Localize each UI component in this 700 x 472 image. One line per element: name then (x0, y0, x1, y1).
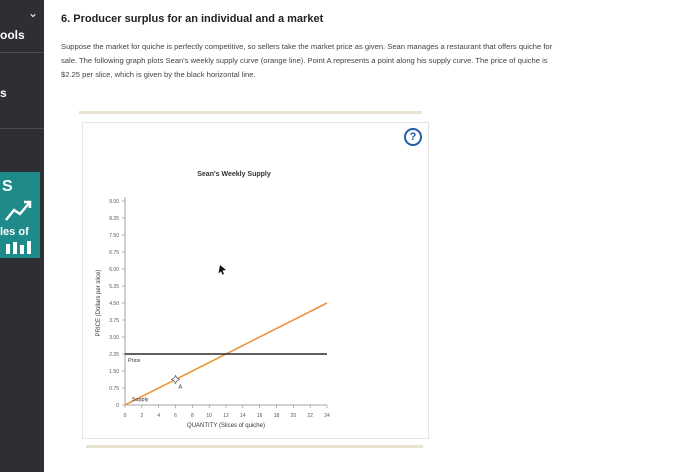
y-axis-label: PRICE (Dollars per slice) (96, 269, 102, 337)
y-tick-label: 8.25 (109, 216, 119, 222)
question-text-line: sale. The following graph plots Sean's weekly supply curve (orange line). Point A represents a point along his supply curve. The price of quiche is (61, 56, 548, 65)
y-tick-label: 9.00 (109, 199, 119, 205)
price-label: Price (127, 358, 141, 364)
x-tick-label: 18 (273, 413, 280, 419)
y-tick-label: 5.25 (109, 284, 119, 290)
question-text (61, 40, 661, 82)
graph-panel (82, 122, 429, 439)
divider (86, 445, 423, 448)
divider (79, 111, 422, 114)
sidebar-card-label: les of (0, 226, 29, 238)
x-tick-label: 6 (174, 413, 177, 419)
question-text-line: Suppose the market for quiche is perfectly competitive, so sellers take the market price as given. Sean manages a restaurant that offers quiche for (61, 42, 553, 51)
y-tick-label: 2.25 (109, 352, 119, 358)
y-tick-label: 0 (116, 403, 119, 409)
y-tick-label: 6.00 (109, 267, 119, 273)
x-tick-label: 8 (190, 413, 194, 419)
x-axis-label: QUANTITY (Slices of quiche) (187, 423, 265, 429)
y-tick-label: 6.75 (109, 250, 119, 256)
x-tick-label: 14 (240, 413, 246, 419)
sidebar-item-label[interactable]: s (0, 86, 7, 100)
chart-trend-icon (4, 198, 34, 224)
point-a-marker[interactable] (172, 376, 180, 384)
x-tick-label: 0 (123, 413, 127, 419)
sidebar-tools-label[interactable]: ools (0, 28, 25, 42)
y-tick-label: 3.00 (109, 335, 119, 341)
chart-title: Sean's Weekly Supply (197, 171, 271, 178)
main-content (44, 0, 700, 472)
question-text-line: $2.25 per slice, which is given by the black horizontal line. (61, 70, 256, 79)
x-tick-label: 4 (157, 413, 161, 419)
x-tick-label: 12 (223, 413, 229, 419)
question-title: 6. Producer surplus for an individual and a market (61, 13, 324, 25)
y-tick-label: 0.75 (109, 386, 119, 392)
y-tick-label: 7.50 (109, 233, 119, 239)
x-tick-label: 10 (206, 413, 212, 419)
x-tick-label: 24 (324, 413, 330, 419)
supply-label: Supply (131, 397, 149, 403)
y-tick-label: 1.50 (109, 369, 119, 375)
sidebar-divider (0, 52, 44, 53)
sidebar-divider (0, 128, 44, 129)
sidebar-card[interactable] (0, 172, 40, 258)
x-tick-label: 22 (307, 413, 313, 419)
bar-chart-icon (4, 240, 34, 254)
x-tick-label: 20 (290, 413, 297, 419)
x-tick-label: 16 (256, 413, 263, 419)
x-tick-label: 2 (140, 413, 144, 419)
y-tick-label: 3.75 (109, 318, 119, 324)
help-icon[interactable]: ? (404, 128, 422, 146)
sidebar-card-letter: S (2, 178, 13, 195)
y-tick-label: 4.50 (109, 301, 119, 307)
point-a-label: A (178, 384, 183, 391)
cursor-arrow-icon (219, 265, 227, 275)
sidebar (0, 0, 44, 472)
supply-chart[interactable] (83, 123, 428, 438)
chevron-down-icon[interactable]: ⌄ (28, 6, 39, 20)
